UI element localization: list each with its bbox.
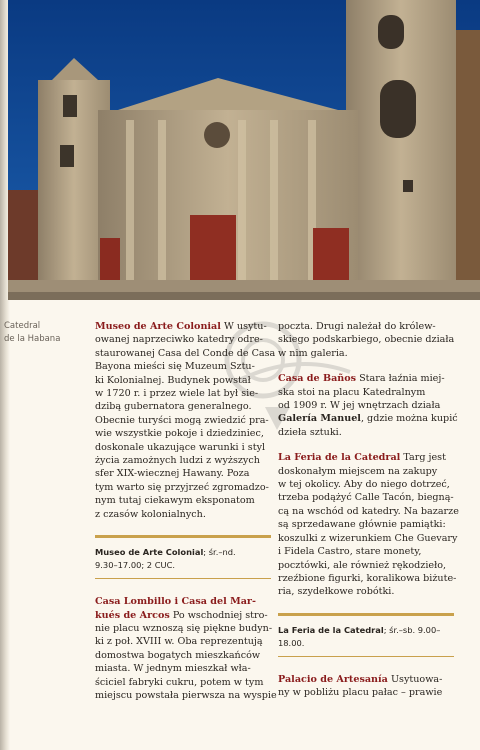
heading-casa-de-banos: Casa de Baños bbox=[278, 373, 357, 385]
cathedral-photo bbox=[8, 0, 480, 300]
paragraph-casa-lombillo: Casa Lombillo i Casa del Mar- kués de Arcos Po wschodniej stro- nie placu wznoszą się piękne budyn- ki z poł. XVIII w. Oba reprezentują domostwa bogatych mieszkańców miasta. W jednym mieszkał wła- ściciel fabryki cukru, potem w tym miejscu powstała pierwsza na wyspie bbox=[95, 596, 277, 701]
paragraph-feria-catedral: La Feria de la Catedral Targ jest doskonałym miejscem na zakupy w tej okolicy. Aby do niego dotrzeć, trzeba podążyć Calle Tacón, biegną- cą na wschód od katedry. Na bazarze są sprzedawane głównie pamiątki: koszulki z wizerunkiem Che Guevary i Fidela Castro, stare monety, pocztówki, ale również rękodzieło, rzeźbione figurki, koralikowa biżute- ria, szydełkowe robótki. bbox=[278, 452, 459, 598]
text-column-1 bbox=[95, 320, 277, 714]
heading-palacio-artesania: Palacio de Artesanía bbox=[278, 673, 388, 685]
heading-feria-catedral: La Feria de la Catedral bbox=[278, 452, 401, 464]
text-column-2 bbox=[278, 320, 459, 712]
caption-line-1: Catedral bbox=[4, 321, 41, 331]
info-box-museo-arte-colonial: Museo de Arte Colonial; śr.–nd. 9.30–17.00; 2 CUC. bbox=[95, 535, 271, 579]
info-box-feria-catedral: La Feria de la Catedral; śr.–sb. 9.00– 18.00. bbox=[278, 613, 454, 657]
heading-casa-lombillo: Casa Lombillo i Casa del Mar- bbox=[95, 596, 256, 608]
photo-caption bbox=[4, 320, 84, 346]
paragraph-casa-de-banos: Casa de Baños Stara łaźnia miej- ska stoi na placu Katedralnym od 1909 r. W jej wnętrzach działa Galería Manuel, gdzie można kupić dzieła sztuki. bbox=[278, 373, 458, 438]
paragraph-palacio-artesania: Palacio de Artesanía Usytuowa- ny w pobliżu placu pałac – prawie bbox=[278, 673, 443, 699]
heading-museo-arte-colonial: Museo de Arte Colonial bbox=[95, 321, 221, 332]
paragraph-museo-arte-colonial: Museo de Arte Colonial W usytu- owanej naprzeciwko katedry odre- staurowanej Casa del Conde de Casa Bayona mieści się Muzeum Sztu- ki Kolonialnej. Budynek powstał w 1720 r. i przez wiele lat był sie- dzibą gubernatora generalnego. Obecnie turyści mogą zwiedzić pra- wie wszystkie pokoje i dziedziniec, doskonale ukazujące warunki i styl życia zamożnych ludzi z wyższych sfer XIX-wiecznej Hawany. Poza tym warto się przyjrzeć zgromadzo- nym tutaj ciekawym eksponatom z czasów kolonialnych. bbox=[95, 321, 276, 520]
caption-line-2: de la Habana bbox=[4, 334, 61, 344]
paragraph-continuation: poczta. Drugi należał do królew- skiego podskarbiego, obecnie działa w nim galeria. bbox=[278, 321, 455, 359]
